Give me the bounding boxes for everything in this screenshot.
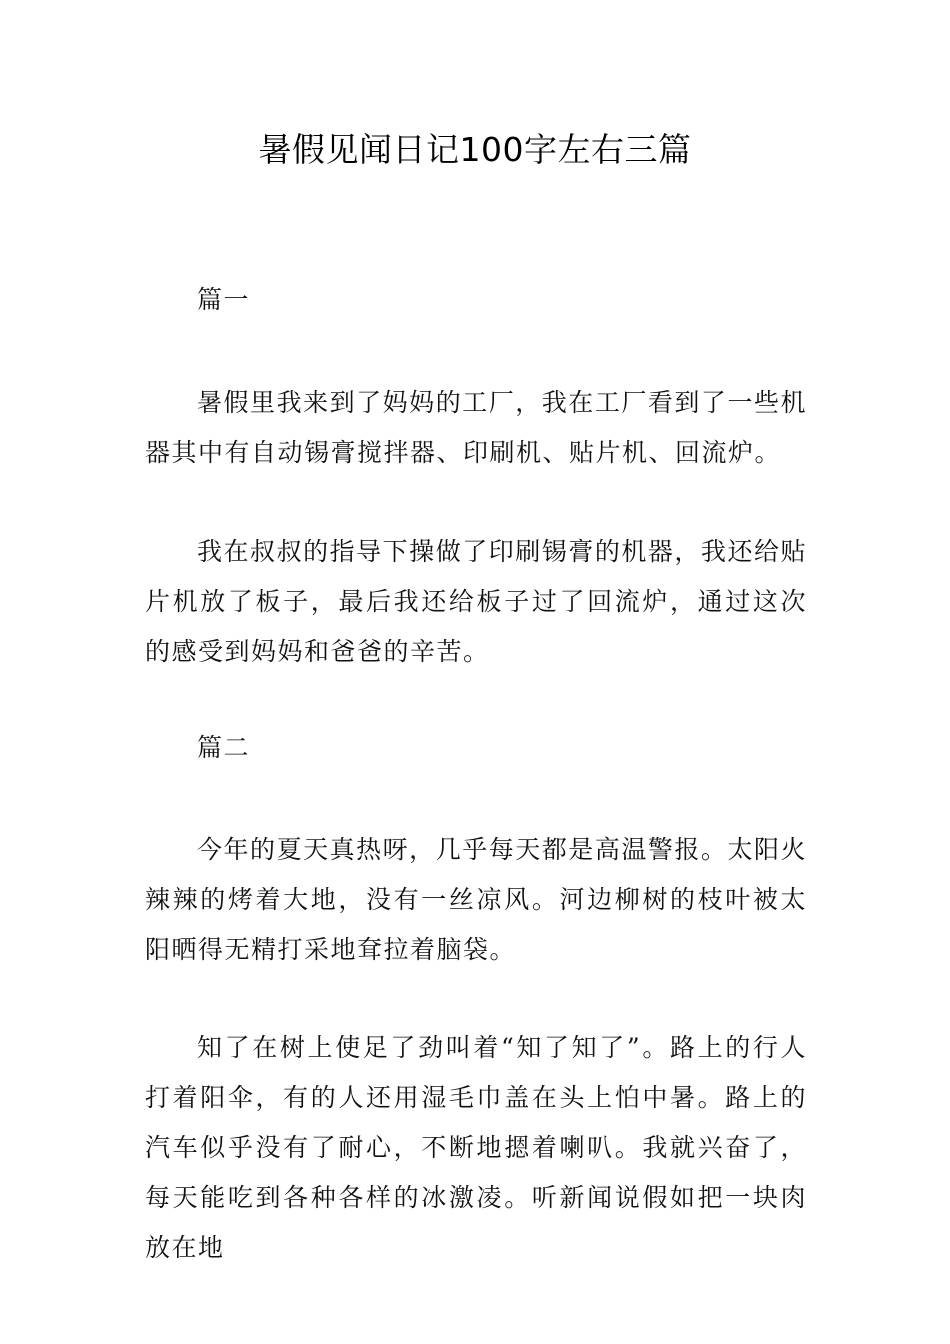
section-heading-1: 篇一: [197, 285, 251, 314]
paragraph-1: 暑假里我来到了妈妈的工厂，我在工厂看到了一些机器其中有自动锡膏搅拌器、印刷机、贴片机、回流炉。: [145, 388, 807, 467]
document-title: 暑假见闻日记100字左右三篇: [258, 130, 692, 169]
paragraph-4: 知了在树上使足了劲叫着“知了知了”。路上的行人打着阳伞，有的人还用湿毛巾盖在头上怕中暑。路上的汽车似乎没有了耐心，不断地摁着喇叭。我就兴奋了，每天能吃到各种各样的冰激凌。听新闻说假如把一块肉放在地: [145, 1033, 807, 1262]
paragraph-2: 我在叔叔的指导下操做了印刷锡膏的机器，我还给贴片机放了板子，最后我还给板子过了回流炉，通过这次的感受到妈妈和爸爸的辛苦。: [145, 537, 807, 666]
paragraph-3: 今年的夏天真热呀，几乎每天都是高温警报。太阳火辣辣的烤着大地，没有一丝凉风。河边柳树的枝叶被太阳晒得无精打采地耷拉着脑袋。: [145, 835, 807, 964]
section-heading-2: 篇二: [197, 733, 251, 762]
